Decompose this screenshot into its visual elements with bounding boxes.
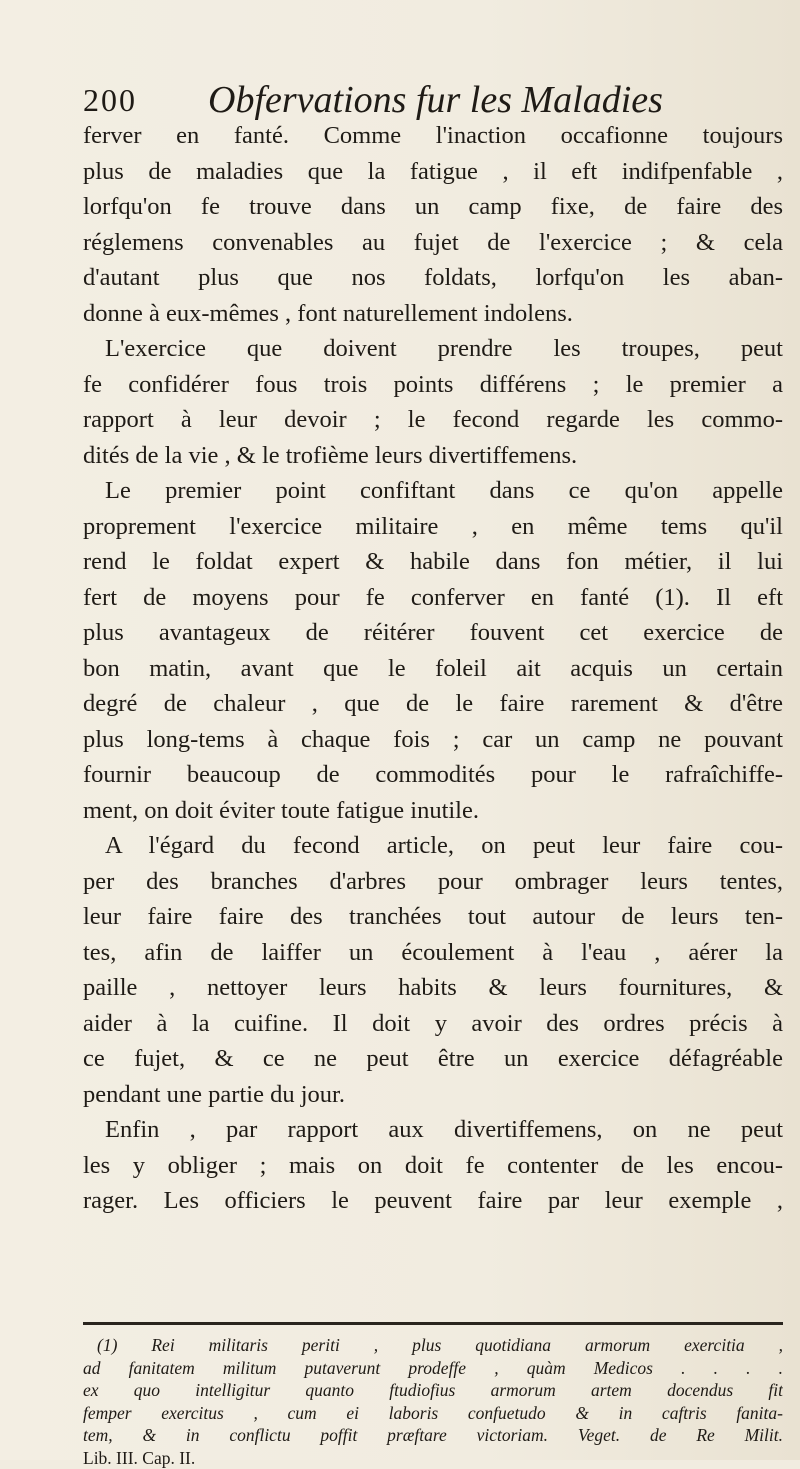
text-line: rapport à leur devoir ; le fecond regarde les commo- [83, 402, 783, 438]
footnote-divider [83, 1322, 783, 1325]
text-line: degré de chaleur , que de le faire rarement & d'être [83, 686, 783, 722]
text-line: pendant une partie du jour. [83, 1077, 783, 1113]
footnote-line: ad fanitatem militum putaverunt prodeffe , quàm Medicos . . . . [83, 1357, 783, 1380]
text-line: plus long-tems à chaque fois ; car un camp ne pouvant [83, 722, 783, 758]
footnote-line: (1) Rei militaris periti , plus quotidiana armorum exercitia , [83, 1334, 783, 1357]
text-line: Le premier point confiftant dans ce qu'on appelle [83, 473, 783, 509]
text-line: rager. Les officiers le peuvent faire par leur exemple , [83, 1183, 783, 1219]
text-line: leur faire faire des tranchées tout autour de leurs ten- [83, 899, 783, 935]
text-line: plus de maladies que la fatigue , il eft indifpenfable , [83, 154, 783, 190]
text-line: bon matin, avant que le foleil ait acquis un certain [83, 651, 783, 687]
text-line: lorfqu'on fe trouve dans un camp fixe, de faire des [83, 189, 783, 225]
text-line: d'autant plus que nos foldats, lorfqu'on les aban- [83, 260, 783, 296]
text-line: réglemens convenables au fujet de l'exercice ; & cela [83, 225, 783, 261]
text-line: A l'égard du fecond article, on peut leur faire cou- [83, 828, 783, 864]
text-line: Enfin , par rapport aux divertiffemens, on ne peut [83, 1112, 783, 1148]
text-line: fert de moyens pour fe conferver en fanté (1). Il eft [83, 580, 783, 616]
body-text [83, 118, 783, 1219]
text-line: proprement l'exercice militaire , en même tems qu'il [83, 509, 783, 545]
running-title: Obfervations fur les Maladies [208, 78, 663, 122]
text-line: dités de la vie , & le trofième leurs divertiffemens. [83, 438, 783, 474]
page-number: 200 [83, 82, 137, 119]
text-line: aider à la cuifine. Il doit y avoir des ordres précis à [83, 1006, 783, 1042]
text-line: donne à eux-mêmes , font naturellement indolens. [83, 296, 783, 332]
footnote-line: ex quo intelligitur quanto ftudiofius armorum artem docendus fit [83, 1379, 783, 1402]
text-line: fournir beaucoup de commodités pour le rafraîchiffe- [83, 757, 783, 793]
text-line: fe confidérer fous trois points différens ; le premier a [83, 367, 783, 403]
footnote-line: tem, & in conflictu poffit præftare victoriam. Veget. de Re Milit. [83, 1424, 783, 1447]
text-line: paille , nettoyer leurs habits & leurs fournitures, & [83, 970, 783, 1006]
text-line: plus avantageux de réitérer fouvent cet exercice de [83, 615, 783, 651]
text-line: L'exercice que doivent prendre les troupes, peut [83, 331, 783, 367]
text-line: les y obliger ; mais on doit fe contenter de les encou- [83, 1148, 783, 1184]
footnote-line: Lib. III. Cap. II. [83, 1447, 783, 1469]
text-line: ce fujet, & ce ne peut être un exercice défagréable [83, 1041, 783, 1077]
text-line: ment, on doit éviter toute fatigue inutile. [83, 793, 783, 829]
footnote [83, 1334, 783, 1469]
text-line: tes, afin de laiffer un écoulement à l'eau , aérer la [83, 935, 783, 971]
text-line: ferver en fanté. Comme l'inaction occafionne toujours [83, 118, 783, 154]
footnote-line: femper exercitus , cum ei laboris confuetudo & in caftris fanita- [83, 1402, 783, 1425]
text-line: rend le foldat expert & habile dans fon métier, il lui [83, 544, 783, 580]
text-line: per des branches d'arbres pour ombrager leurs tentes, [83, 864, 783, 900]
